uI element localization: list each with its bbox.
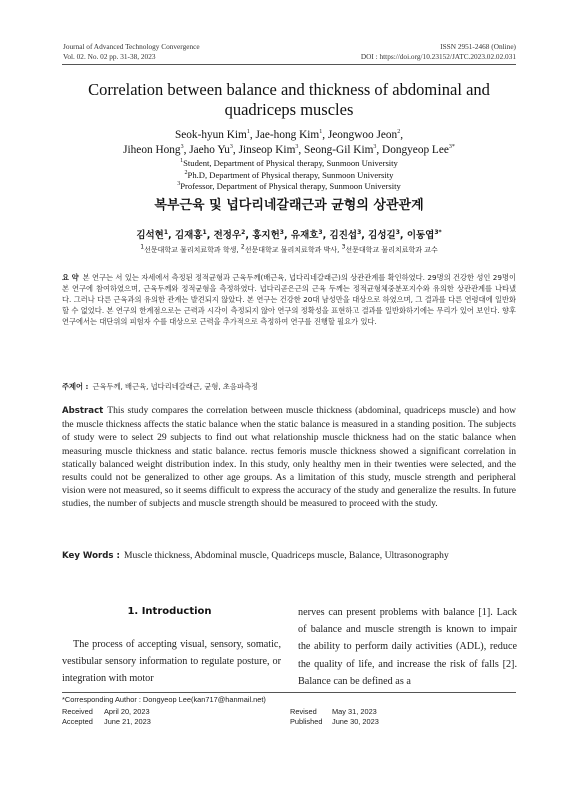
author-list — [40, 128, 538, 157]
author-mark: 1 — [246, 129, 250, 136]
journal-issn: ISSN 2951-2468 (Online) — [440, 42, 516, 51]
abstract-text: This study compares the correlation between muscle thickness (abdominal, quadriceps muscle) and how the muscle thickness affects the static balance when the static balance is measured in a standing position. The subjects of study were to select 29 subjects to find out what relationship muscle thickness had on the static balance when measuring muscle thickness and static balance. rectus femoris muscle thickness showed a significant correlation in statically balanced weight distribution index. In this study, only healthy men in their twenties were selected, and the results could not be generalized to other age groups. As a limitation of this study, muscle strength and peripheral vision were not measured, so it seems difficult to express the accuracy of the study and generalize the results. In future studies, the number of subjects and muscle strength should be measured to proceed with the study. — [62, 405, 516, 510]
korean-abstract-text: 본 연구는 서 있는 자세에서 측정된 정적균형과 근육두께(배근육, 넙다리네갈래근)의 상관관계를 확인하였다. 29명의 건강한 성인 29명이 본 연구에 참여하였으며, 근육두께와 정적균형을 측정하였다. 넙다리곧은근의 근육 두께는 정적균형체중분포지수와 유의한 상관관계를 나타냈다. 그러나 다른 근육과의 유의한 관계는 발견되지 않았다. 본 연구는 건강한 20대 남성만을 대상으로 하였으며, 그 결과를 다른 연령대에 일반화할 수 없었다. 본 연구의 한계점으로는 근력과 시각이 측정되지 않아 연구의 정확성을 표현하고 결과를 일반화하기에는 무리가 있어 보인다. 향후 연구에서는 대단위의 피험자 수를 대상으로 근력을 추가적으로 측정하여 연구를 진행할 필요가 있다. — [62, 273, 517, 326]
korean-author-name: 전정우 — [213, 230, 242, 241]
korean-title: 복부근육 및 넙다리네갈래근과 균형의 상관관계 — [154, 198, 424, 213]
author-line-2: Jiheon Hong$^3$, Jaeho Yu$^3$, Jinseop Kim$^3$, Seong-Gil Kim$^3$, Dongyeop Lee$^{3*}$ — [123, 143, 455, 156]
korean-affiliations: $^1$선문대학교 물리치료학과 학생, $^2$선문대학교 물리치료학과 박사, $^3$선문대학교 물리치료학과 교수 — [140, 243, 438, 254]
footnote-divider — [62, 692, 516, 693]
author-name: Jaeho Yu — [189, 143, 230, 156]
author-mark: 2 — [397, 129, 401, 136]
section-heading-introduction: 1. Introduction — [127, 606, 212, 617]
journal-doi[interactable]: DOI : https://doi.org/10.23152/JATC.2023.02.02.031 — [360, 52, 516, 61]
journal-header-right — [361, 42, 516, 62]
author-mark: 3 — [229, 143, 233, 150]
author-mark: 1 — [319, 129, 323, 136]
journal-volume: Vol. 02. No. 02 pp. 31-38, 2023 — [63, 52, 156, 61]
author-name: Jiheon Hong — [123, 143, 181, 156]
author-name: Seok-hyun Kim — [174, 129, 247, 141]
paper-title-line-1: Correlation between balance and thickness of abdominal and — [88, 80, 490, 99]
affiliation-2: $^2$Ph.D, Department of Physical therapy, Sunmoon University — [184, 169, 394, 180]
korean-author-name: 김재홍 — [174, 230, 203, 241]
korean-author-list: 김석현$^1$, 김재홍$^1$, 전정우$^2$, 홍지헌$^3$, 유재호$^3$, 김진섭$^3$, 김성길$^3$, 이동엽$^{3*}$ — [136, 228, 442, 241]
author-name: Jinseop Kim — [238, 143, 296, 156]
korean-keywords-text: 근육두께, 배근육, 넙다리네갈래근, 균형, 초음파측정 — [92, 382, 258, 391]
korean-author-name: 김성길 — [368, 230, 396, 241]
english-abstract — [62, 404, 516, 511]
affiliation-1: $^1$Student, Department of Physical therapy, Sunmoon University — [180, 158, 398, 168]
corresponding-author-note: *Corresponding Author : Dongyeop Lee(kan717@hanmail.net) — [62, 695, 266, 704]
author-name: Seong-Gil Kim — [304, 143, 374, 156]
korean-keywords-label: 주제어 : — [62, 382, 89, 391]
author-mark: 3 — [373, 143, 377, 150]
revised-date: Revised May 31, 2023 — [290, 707, 377, 716]
journal-name: Journal of Advanced Technology Convergence — [63, 42, 200, 51]
author-name: Jeongwoo Jeon — [327, 129, 398, 141]
paper-title — [50, 80, 528, 120]
korean-author-name: 이동엽 — [406, 230, 435, 241]
accepted-date: Accepted June 21, 2023 — [62, 717, 151, 726]
author-name: Dongyeop Lee — [382, 143, 449, 156]
author-mark: 3 — [180, 143, 184, 150]
author-mark: 3* — [448, 143, 455, 150]
korean-author-name: 김석현 — [136, 230, 164, 241]
published-date: Published June 30, 2023 — [290, 717, 379, 726]
author-line-1: Seok-hyun Kim$^1$, Jae-hong Kim$^1$, Jeongwoo Jeon$^2$, — [174, 129, 404, 141]
korean-keywords — [62, 381, 516, 392]
korean-abstract — [62, 272, 516, 327]
korean-author-name: 홍지헌 — [252, 230, 280, 241]
korean-author-name: 김진섭 — [329, 230, 358, 241]
author-mark: 3 — [295, 143, 299, 150]
received-date: Received April 20, 2023 — [62, 707, 150, 716]
keywords-label: Key Words : — [62, 551, 120, 561]
keywords-text: Muscle thickness, Abdominal muscle, Quadriceps muscle, Balance, Ultrasonography — [123, 550, 449, 561]
korean-abstract-label: 요 약 — [62, 273, 79, 282]
author-name: Jae-hong Kim — [255, 129, 320, 141]
body-text-right-column: nerves can present problems with balance [1]. Lack of balance and muscle strength is known to impair the ability to perform daily activities (ADL), reduce the quality of life, and increase the risk of falls [2]. Balance can be defined as a — [298, 607, 517, 687]
journal-header-left — [63, 42, 200, 62]
body-text-left-column: The process of accepting visual, sensory, somatic, vestibular sensory information to regulate posture, or integration with motor — [62, 639, 281, 684]
korean-author-name: 유재호 — [290, 230, 319, 241]
english-keywords — [62, 549, 516, 563]
affiliation-3: $^3$Professor, Department of Physical therapy, Sunmoon University — [177, 181, 401, 191]
abstract-label: Abstract — [62, 406, 104, 416]
affiliation-list — [40, 158, 538, 193]
paper-title-line-2: quadriceps muscles — [224, 100, 354, 119]
header-divider — [62, 64, 516, 65]
